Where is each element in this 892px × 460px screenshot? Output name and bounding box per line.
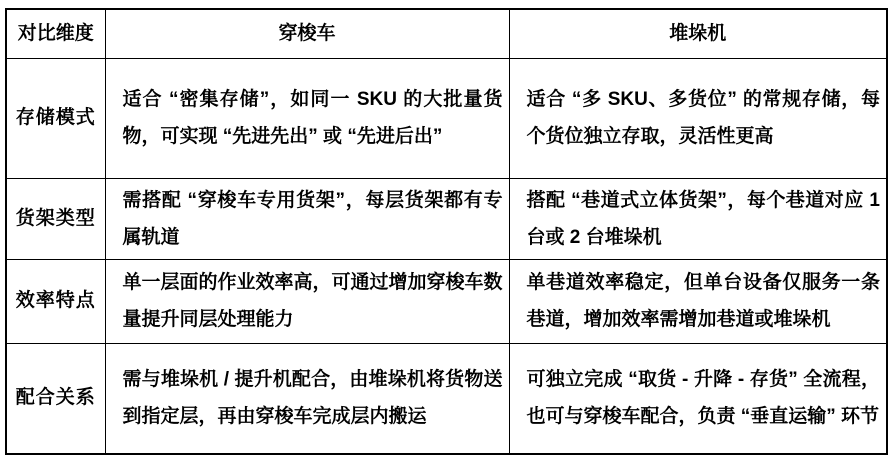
header-cell-stacker: 堆垛机 bbox=[509, 9, 887, 58]
row-label-storage-mode: 存储模式 bbox=[6, 58, 105, 178]
header-row bbox=[6, 9, 887, 58]
cooperation-stacker-cell: 可独立完成 “取货 - 升降 - 存货” 全流程，也可与穿梭车配合，负责 “垂直运输” 环节 bbox=[509, 343, 887, 454]
row-label-rack-type: 货架类型 bbox=[6, 178, 105, 259]
comparison-table bbox=[5, 8, 888, 455]
table-row-rack-type bbox=[6, 178, 887, 259]
row-label-cooperation: 配合关系 bbox=[6, 343, 105, 454]
efficiency-stacker-cell: 单巷道效率稳定，但单台设备仅服务一条巷道，增加效率需增加巷道或堆垛机 bbox=[509, 259, 887, 343]
row-label-efficiency: 效率特点 bbox=[6, 259, 105, 343]
efficiency-shuttle-cell: 单一层面的作业效率高，可通过增加穿梭车数量提升同层处理能力 bbox=[105, 259, 509, 343]
rack-type-shuttle-cell: 需搭配 “穿梭车专用货架”，每层货架都有专属轨道 bbox=[105, 178, 509, 259]
cooperation-shuttle-cell: 需与堆垛机 / 提升机配合，由堆垛机将货物送到指定层，再由穿梭车完成层内搬运 bbox=[105, 343, 509, 454]
table-row-cooperation bbox=[6, 343, 887, 454]
storage-mode-stacker-cell: 适合 “多 SKU、多货位” 的常规存储，每个货位独立存取，灵活性更高 bbox=[509, 58, 887, 178]
header-cell-shuttle: 穿梭车 bbox=[105, 9, 509, 58]
storage-mode-shuttle-cell: 适合 “密集存储”，如同一 SKU 的大批量货物，可实现 “先进先出” 或 “先进后出” bbox=[105, 58, 509, 178]
rack-type-stacker-cell: 搭配 “巷道式立体货架”，每个巷道对应 1 台或 2 台堆垛机 bbox=[509, 178, 887, 259]
table-row-storage-mode bbox=[6, 58, 887, 178]
header-cell-dimension: 对比维度 bbox=[6, 9, 105, 58]
table-row-efficiency bbox=[6, 259, 887, 343]
